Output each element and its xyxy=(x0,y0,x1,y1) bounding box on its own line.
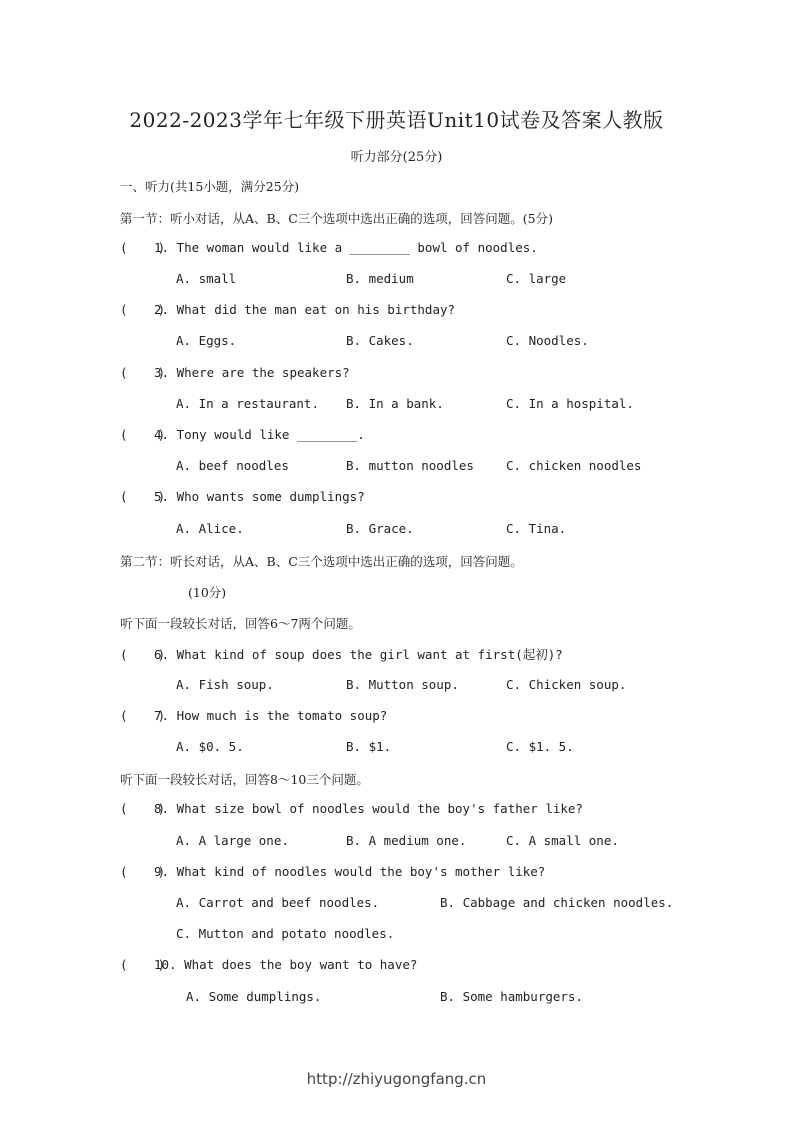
question-8 xyxy=(120,801,583,816)
answer-blank[interactable]: ( ) xyxy=(120,957,166,972)
option-a: A. $0. 5. xyxy=(176,739,244,754)
option-c: C. $1. 5. xyxy=(506,739,574,754)
option-a: A. Alice. xyxy=(176,521,244,536)
question-4 xyxy=(120,427,365,442)
question-10 xyxy=(120,957,417,972)
question-7 xyxy=(120,708,387,723)
option-c: C. Mutton and potato noodles. xyxy=(176,926,395,941)
option-c: C. A small one. xyxy=(506,833,619,848)
answer-blank[interactable]: ( ) xyxy=(120,427,166,442)
question-text: 3. Where are the speakers? xyxy=(154,365,350,380)
option-a: A. small xyxy=(176,271,237,286)
dialog-intro-1: 听下面一段较长对话，回答6～7两个问题。 xyxy=(120,616,361,631)
option-b: B. In a bank. xyxy=(346,396,444,411)
option-c: C. In a hospital. xyxy=(506,396,634,411)
option-a: A. A large one. xyxy=(176,833,289,848)
option-b: B. $1. xyxy=(346,739,392,754)
option-c: C. Tina. xyxy=(506,521,567,536)
question-text: 6. What kind of soup does the girl want at first(起初)? xyxy=(154,647,563,662)
answer-blank[interactable]: ( ) xyxy=(120,240,166,255)
option-b: B. A medium one. xyxy=(346,833,467,848)
option-b: B. Some hamburgers. xyxy=(440,989,583,1004)
option-c: C. chicken noodles xyxy=(506,458,642,473)
question-text: 7. How much is the tomato soup? xyxy=(154,708,388,723)
option-b: B. Cakes. xyxy=(346,333,414,348)
listening-subtitle: 听力部分(25分) xyxy=(350,150,443,165)
option-b: B. Cabbage and chicken noodles. xyxy=(440,895,674,910)
answer-blank[interactable]: ( ) xyxy=(120,708,166,723)
answer-blank[interactable]: ( ) xyxy=(120,489,166,504)
answer-blank[interactable]: ( ) xyxy=(120,365,166,380)
question-6 xyxy=(120,645,563,663)
part2-heading: 第二节：听长对话，从A、B、C三个选项中选出正确的选项，回答问题。 xyxy=(120,554,523,569)
option-a: A. Fish soup. xyxy=(176,677,274,692)
section-heading: 一、听力(共15小题，满分25分) xyxy=(120,179,300,194)
question-3 xyxy=(120,365,350,380)
question-text: 1. The woman would like a ________ bowl of noodles. xyxy=(154,240,538,255)
option-c: C. Chicken soup. xyxy=(506,677,627,692)
question-text: 9. What kind of noodles would the boy's mother like? xyxy=(154,864,546,879)
option-a: A. In a restaurant. xyxy=(176,396,319,411)
option-b: B. Mutton soup. xyxy=(346,677,459,692)
option-b: B. Grace. xyxy=(346,521,414,536)
option-a: A. beef noodles xyxy=(176,458,289,473)
option-c: C. Noodles. xyxy=(506,333,589,348)
question-text: 2. What did the man eat on his birthday? xyxy=(154,302,456,317)
question-2 xyxy=(120,302,455,317)
answer-blank[interactable]: ( ) xyxy=(120,801,166,816)
answer-blank[interactable]: ( ) xyxy=(120,864,166,879)
option-a: A. Some dumplings. xyxy=(186,989,322,1004)
question-text: 10. What does the boy want to have? xyxy=(154,957,418,972)
question-text: 8. What size bowl of noodles would the boy's father like? xyxy=(154,801,583,816)
footer-url[interactable]: http://zhiyugongfang.cn xyxy=(306,1070,487,1088)
question-5 xyxy=(120,489,365,504)
answer-blank[interactable]: ( ) xyxy=(120,302,166,317)
answer-blank[interactable]: ( ) xyxy=(120,647,166,662)
part2-score: (10分) xyxy=(188,585,227,600)
option-c: C. large xyxy=(506,271,567,286)
option-a: A. Eggs. xyxy=(176,333,237,348)
option-a: A. Carrot and beef noodles. xyxy=(176,895,380,910)
option-b: B. mutton noodles xyxy=(346,458,474,473)
question-text: 5. Who wants some dumplings? xyxy=(154,489,365,504)
page-title: 2022-2023学年七年级下册英语Unit10试卷及答案人教版 xyxy=(129,108,664,132)
question-9 xyxy=(120,864,545,879)
part1-heading: 第一节：听小对话，从A、B、C三个选项中选出正确的选项，回答问题。(5分) xyxy=(120,211,553,226)
dialog-intro-2: 听下面一段较长对话，回答8～10三个问题。 xyxy=(120,772,369,787)
question-text: 4. Tony would like ________. xyxy=(154,427,365,442)
option-b: B. medium xyxy=(346,271,414,286)
question-1 xyxy=(120,240,538,255)
